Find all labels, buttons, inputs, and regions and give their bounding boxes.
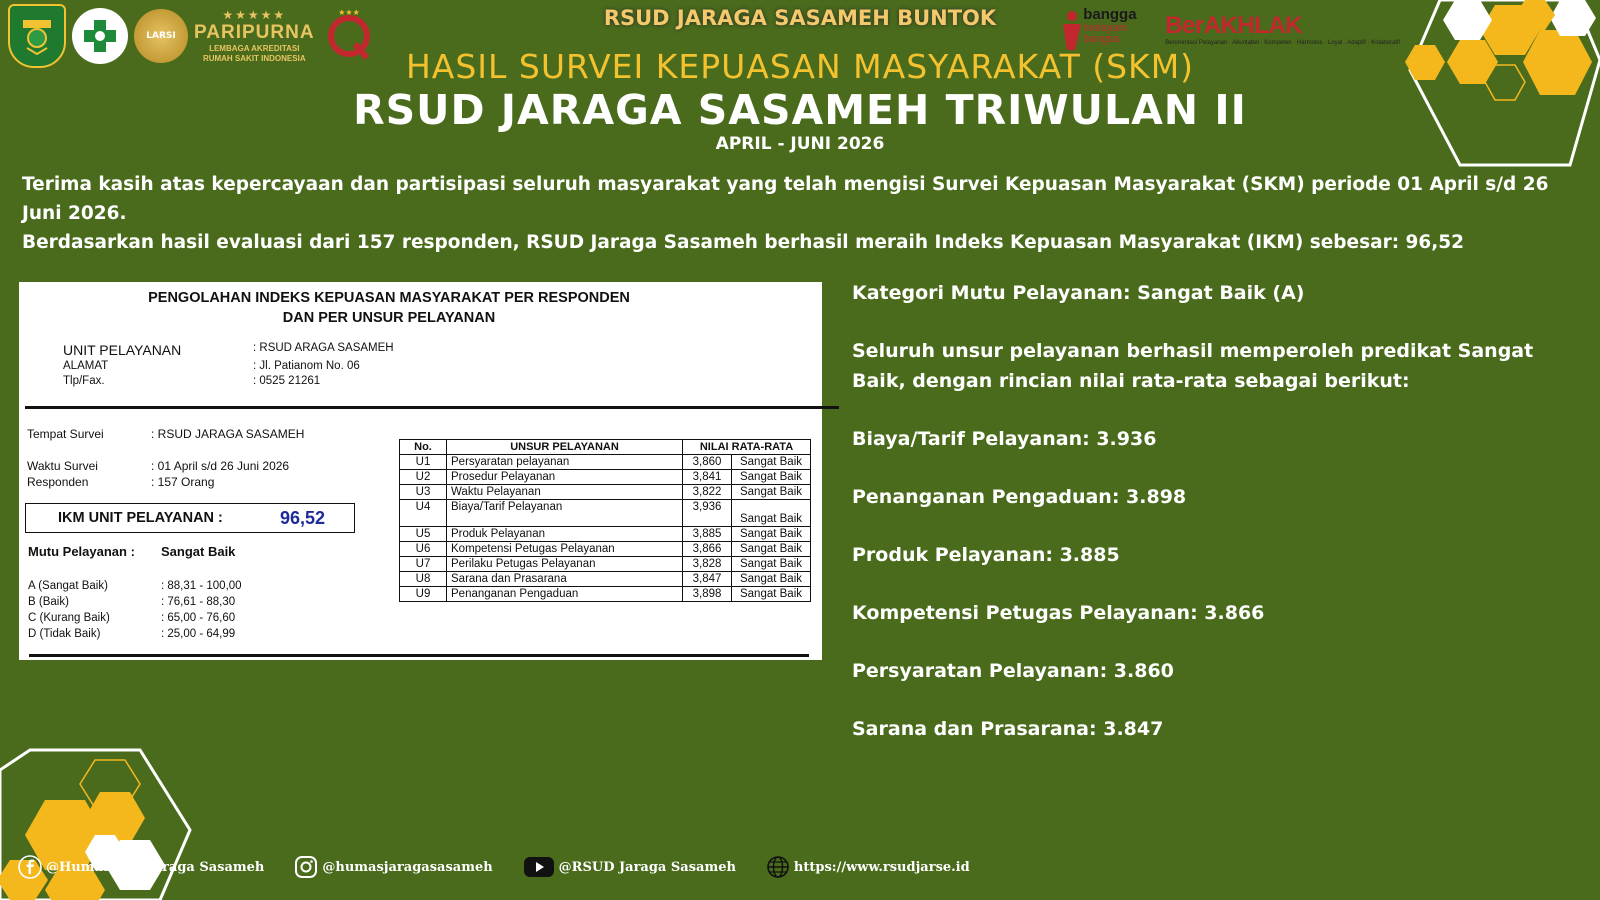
- row-name: Biaya/Tarif Pelayanan: [447, 500, 683, 527]
- table-row: [400, 500, 811, 527]
- ikm-value: 96,52: [280, 507, 326, 528]
- row-category: Sangat Baik: [732, 557, 811, 572]
- survey-title: HASIL SURVEI KEPUASAN MASYARAKAT (SKM): [405, 47, 1195, 86]
- svg-text:★★★: ★★★: [337, 8, 360, 17]
- row-category: Sangat Baik: [732, 572, 811, 587]
- report-title: [19, 288, 759, 328]
- unit-info: [63, 342, 394, 390]
- intro-line-1: Terima kasih atas kepercayaan dan partisipasi seluruh masyarakat yang telah mengisi Survei Kepuasan Masyarakat (SKM) periode 01 April s/d 26 Juni 2026.: [22, 174, 1549, 224]
- header-unsur: UNSUR PELAYANAN: [447, 440, 683, 455]
- star-rating-icon: ★★★★★: [222, 8, 287, 22]
- scale-grade: A (Sangat Baik): [28, 580, 108, 592]
- instagram-link[interactable]: [294, 855, 492, 879]
- row-category: Sangat Baik: [732, 485, 811, 500]
- ikm-label: IKM UNIT PELAYANAN :: [58, 510, 223, 526]
- paripurna-sub2: RUMAH SAKIT INDONESIA: [202, 54, 306, 63]
- row-category: Sangat Baik: [732, 455, 811, 470]
- mutu-row: [28, 544, 235, 559]
- scale-row: [28, 596, 242, 612]
- responden-row: [27, 475, 214, 489]
- divider-top: [25, 406, 839, 409]
- responden-value: : 157 Orang: [151, 475, 215, 489]
- scale-range: : 65,00 - 76,60: [161, 612, 236, 624]
- row-name: Produk Pelayanan: [447, 527, 683, 542]
- tlp-label: Tlp/Fax.: [63, 375, 105, 387]
- bangga-text: bangga: [1083, 6, 1137, 23]
- row-no: U2: [400, 470, 447, 485]
- row-no: U9: [400, 587, 447, 602]
- alamat-row: [63, 360, 394, 375]
- row-value: 3,828: [683, 557, 732, 572]
- row-value: 3,822: [683, 485, 732, 500]
- tempat-row: [27, 427, 304, 441]
- hospital-name: RSUD JARAGA SASAMEH BUNTOK: [603, 6, 997, 30]
- berakhlak-text: BerAKHLAK: [1165, 12, 1303, 39]
- main-title: RSUD JARAGA SASAMEH TRIWULAN II: [353, 86, 1247, 134]
- table-row: [400, 587, 811, 602]
- mutu-value: Sangat Baik: [161, 544, 236, 559]
- instagram-icon: [294, 855, 318, 879]
- row-name: Waktu Pelayanan: [447, 485, 683, 500]
- waktu-row: [27, 459, 289, 473]
- tempat-label: Tempat Survei: [27, 427, 104, 441]
- social-footer: [18, 855, 1000, 879]
- row-no: U1: [400, 455, 447, 470]
- row-no: U8: [400, 572, 447, 587]
- youtube-link[interactable]: [523, 855, 736, 879]
- table-row: [400, 470, 811, 485]
- facebook-icon: [18, 855, 42, 879]
- ikm-box: [25, 503, 355, 533]
- row-category: Sangat Baik: [732, 527, 811, 542]
- summary-text: Seluruh unsur pelayanan berhasil memperoleh predikat Sangat Baik, dengan rincian nilai rata-rata sebagai berikut:: [852, 340, 1534, 392]
- results-summary: [852, 278, 1582, 744]
- row-no: U5: [400, 527, 447, 542]
- row-no: U4: [400, 500, 447, 527]
- instagram-handle: @humasjaragasasameh: [322, 859, 493, 875]
- intro-line-2: Berdasarkan hasil evaluasi dari 157 responden, RSUD Jaraga Sasameh berhasil meraih Indeks Kepuasan Masyarakat (IKM) sebesar: 96,52: [22, 232, 1465, 253]
- ikm-report-document: [19, 282, 822, 660]
- row-value: 3,936: [683, 500, 732, 527]
- result-item: Produk Pelayanan: 3.885: [852, 544, 1120, 566]
- tlp-row: [63, 375, 394, 390]
- mutu-label: Mutu Pelayanan :: [28, 544, 135, 559]
- intro-text: [22, 170, 1592, 257]
- alamat-value: : Jl. Patianom No. 06: [253, 360, 360, 372]
- period-label: APRIL - JUNI 2026: [715, 134, 885, 154]
- waktu-value: : 01 April s/d 26 Juni 2026: [151, 459, 290, 473]
- table-row: [400, 527, 811, 542]
- result-item: Sarana dan Prasarana: 3.847: [852, 718, 1164, 740]
- youtube-icon: [523, 855, 555, 879]
- scale-range: : 88,31 - 100,00: [161, 580, 242, 592]
- website-url: https://www.rsudjarse.id: [793, 859, 970, 875]
- row-value: 3,866: [683, 542, 732, 557]
- report-title-line2: DAN PER UNSUR PELAYANAN: [282, 310, 496, 326]
- quality-scale: [28, 580, 242, 644]
- header-no: No.: [400, 440, 447, 455]
- table-row: [400, 572, 811, 587]
- row-name: Perilaku Petugas Pelayanan: [447, 557, 683, 572]
- alamat-label: ALAMAT: [63, 360, 109, 372]
- table-row: [400, 557, 811, 572]
- unit-row: [63, 342, 394, 360]
- table-row: [400, 485, 811, 500]
- scale-grade: D (Tidak Baik): [28, 628, 101, 640]
- tempat-value: : RSUD JARAGA SASAMEH: [151, 427, 305, 441]
- result-item: Biaya/Tarif Pelayanan: 3.936: [852, 428, 1157, 450]
- row-value: 3,860: [683, 455, 732, 470]
- result-item: Penanganan Pengaduan: 3.898: [852, 486, 1187, 508]
- waktu-label: Waktu Survei: [27, 459, 98, 473]
- responden-label: Responden: [27, 475, 89, 489]
- unit-value: : RSUD ARAGA SASAMEH: [253, 342, 394, 354]
- scale-range: : 76,61 - 88,30: [161, 596, 236, 608]
- row-no: U7: [400, 557, 447, 572]
- table-row: [400, 542, 811, 557]
- website-link[interactable]: [766, 855, 970, 879]
- row-category: Sangat Baik: [732, 542, 811, 557]
- row-value: 3,885: [683, 527, 732, 542]
- row-name: Prosedur Pelayanan: [447, 470, 683, 485]
- facebook-handle: @Humasrsud Jaraga Sasameh: [46, 859, 265, 875]
- row-no: U6: [400, 542, 447, 557]
- globe-icon: [766, 855, 790, 879]
- header-nilai: NILAI RATA-RATA: [683, 440, 811, 455]
- row-name: Sarana dan Prasarana: [447, 572, 683, 587]
- row-category: Sangat Baik: [732, 470, 811, 485]
- youtube-handle: @RSUD Jaraga Sasameh: [558, 859, 736, 875]
- unsur-table: [399, 439, 811, 602]
- scale-row: [28, 580, 242, 596]
- table-row: [400, 455, 811, 470]
- unit-label: UNIT PELAYANAN: [63, 342, 182, 358]
- result-item: Persyaratan Pelayanan: 3.860: [852, 660, 1174, 682]
- larsi-text: LARSI: [146, 31, 176, 41]
- kategori-text: Kategori Mutu Pelayanan: Sangat Baik (A): [852, 282, 1305, 304]
- tlp-value: : 0525 21261: [253, 375, 321, 387]
- report-title-line1: PENGOLAHAN INDEKS KEPUASAN MASYARAKAT PER RESPONDEN: [148, 290, 630, 306]
- row-category: Sangat Baik: [732, 500, 811, 527]
- paripurna-text: PARIPURNA: [194, 22, 315, 43]
- table-header-row: [400, 440, 811, 455]
- scale-range: : 25,00 - 64,99: [161, 628, 236, 640]
- facebook-link[interactable]: [18, 855, 264, 879]
- result-item: Kompetensi Petugas Pelayanan: 3.866: [852, 602, 1265, 624]
- bangga-sub-text: melayani bangsa: [1083, 22, 1128, 45]
- row-category: Sangat Baik: [732, 587, 811, 602]
- row-value: 3,841: [683, 470, 732, 485]
- row-value: 3,847: [683, 572, 732, 587]
- row-name: Kompetensi Petugas Pelayanan: [447, 542, 683, 557]
- scale-row: [28, 612, 242, 628]
- row-name: Persyaratan pelayanan: [447, 455, 683, 470]
- scale-grade: B (Baik): [28, 596, 69, 608]
- berakhlak-sub-text: Berorientasi Pelayanan · Akuntabel · Kompeten · Harmonis · Loyal · Adaptif · Kolaboratif: [1165, 40, 1400, 46]
- divider-bottom: [29, 654, 809, 657]
- scale-grade: C (Kurang Baik): [28, 612, 110, 624]
- row-no: U3: [400, 485, 447, 500]
- row-value: 3,898: [683, 587, 732, 602]
- scale-row: [28, 628, 242, 644]
- row-name: Penanganan Pengaduan: [447, 587, 683, 602]
- paripurna-sub1: LEMBAGA AKREDITASI: [209, 44, 300, 53]
